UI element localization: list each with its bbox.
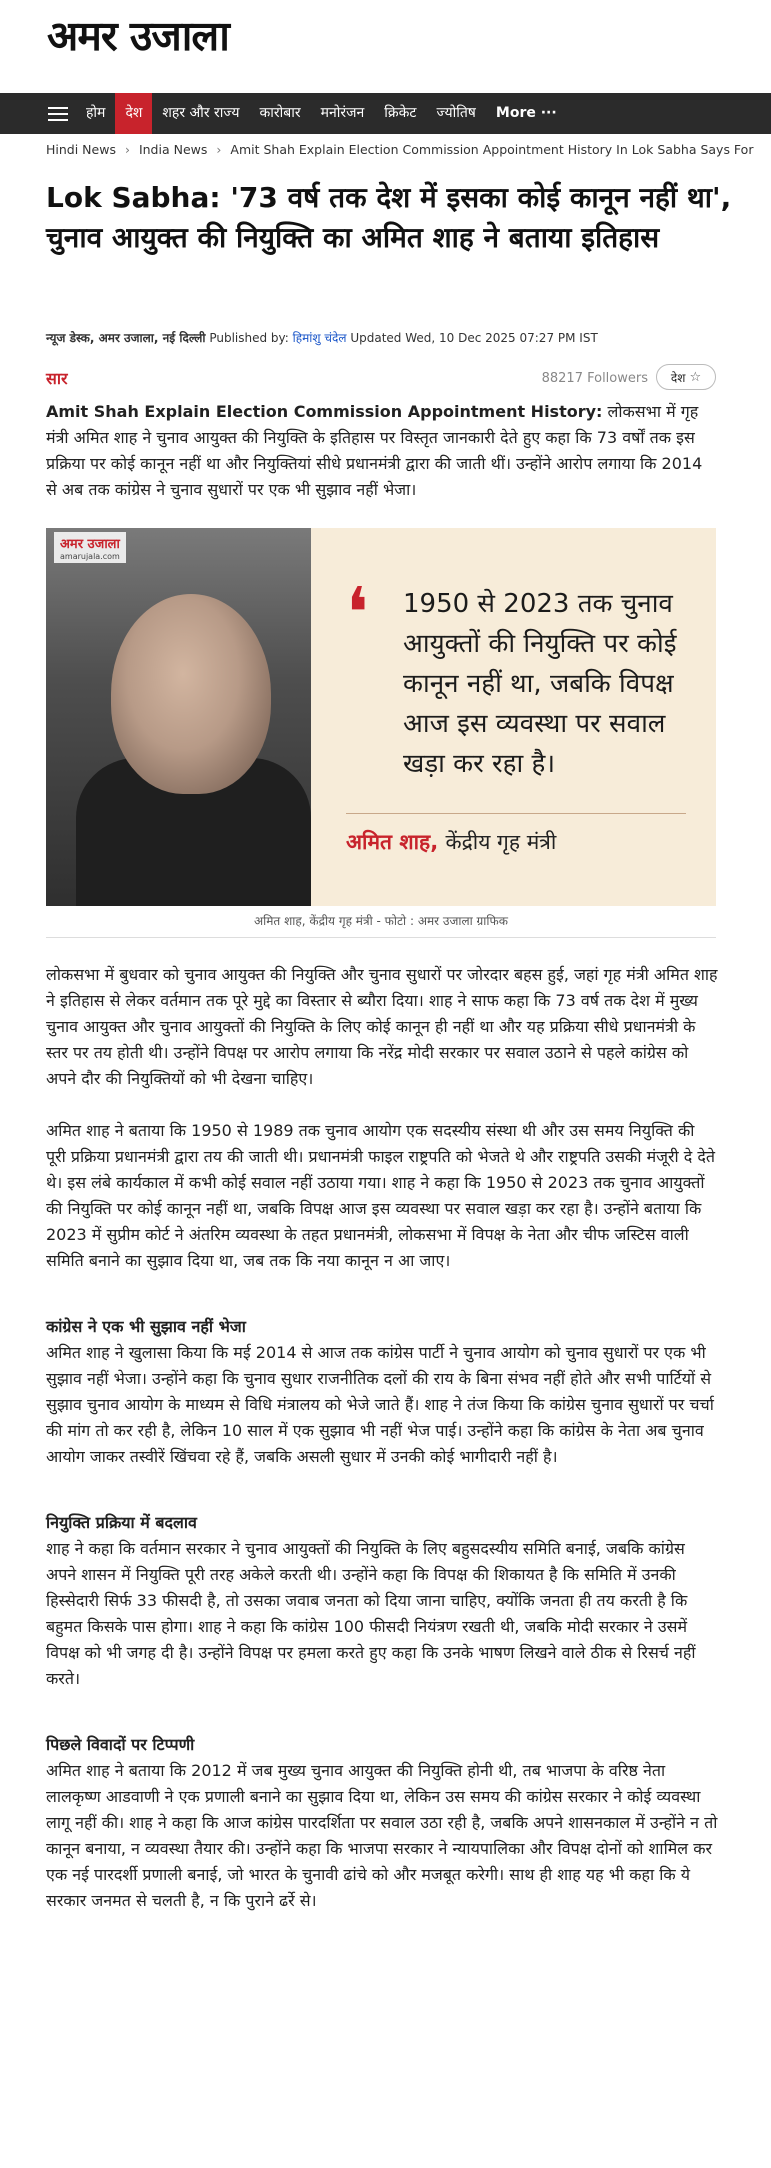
article-paragraph: लोकसभा में बुधवार को चुनाव आयुक्त की नियुक्ति और चुनाव सुधारों पर जोरदार बहस हुई, जहां गृह मंत्री अमित शाह ने इतिहास से लेकर वर्तमान तक पूरे मुद्दे का विस्तार से ब्यौरा दिया। शाह ने साफ कहा कि 73 वर्ष तक देश में मुख्य चुनाव आयुक्त और चुनाव आयुक्तों की नियुक्ति के लिए कोई कानून ही नहीं था और यह प्रक्रिया सीधे प्रधानमंत्री के स्तर पर तय होती थी। उन्होंने विपक्ष पर आरोप लगाया कि नरेंद्र मोदी सरकार पर सवाल उठाने से पहले कांग्रेस को अपने दौर की नियुक्तियों को भी देखना चाहिए।	[46, 965, 718, 1088]
hero-photo	[46, 528, 311, 906]
hero-attribution-role: केंद्रीय गृह मंत्री	[445, 830, 557, 854]
hero-attribution	[346, 828, 556, 856]
nav-item-city-state[interactable]: शहर और राज्य	[162, 105, 240, 121]
summary-header	[46, 364, 716, 392]
section-heading: पिछले विवादों पर टिप्पणी	[46, 1735, 195, 1754]
summary-lead: Amit Shah Explain Election Commission Appointment History:	[46, 402, 603, 421]
image-caption: अमित शाह, केंद्रीय गृह मंत्री - फोटो : अमर उजाला ग्राफिक	[253, 914, 508, 928]
summary-text: लोकसभा में गृह मंत्री अमित शाह ने चुनाव आयुक्त की नियुक्ति के इतिहास पर विस्तृत जानकारी देते हुए कहा कि 73 वर्षों तक इस प्रक्रिया पर कोई कानून नहीं था और नियुक्तियां सीधे प्रधानमंत्री द्वारा की जाती थीं। उन्होंने आरोप लगाया कि 2014 से अब तक कांग्रेस ने चुनाव सुधारों पर एक भी सुझाव नहीं भेजा।	[46, 402, 703, 499]
article-body	[46, 962, 718, 1940]
article-paragraph: शाह ने कहा कि वर्तमान सरकार ने चुनाव आयुक्तों की नियुक्ति के लिए बहुसदस्यीय समिति बनाई, जबकि कांग्रेस अपने शासन में नियुक्ति पूरी तरह अकेले करती थी। उन्होंने कहा कि विपक्ष की शिकायत है कि समिति में उनकी हिस्सेदारी सिर्फ 33 फीसदी है, तो उसका जवाब जनता को दिया जाना चाहिए, क्योंकि जनता ही तय करती है कि बहुमत किसके पास होगा। शाह ने कहा कि कांग्रेस 100 फीसदी नियंत्रण रखती थी, जबकि मोदी सरकार ने उसमें विपक्ष को भी जगह दी है। उन्होंने विपक्ष पर हमला करते हुए कहा कि उनके भाषण लिखने वाले ठीक से रिसर्च नहीं करते।	[46, 1539, 696, 1688]
hero-logo-sub: amarujala.com	[60, 552, 120, 561]
followers-count: 88217 Followers	[541, 371, 648, 386]
nav-item-desh[interactable]: देश	[115, 93, 152, 134]
hero-photo-head	[111, 594, 271, 794]
follow-button-label: देश	[670, 370, 686, 385]
article-paragraph: अमित शाह ने खुलासा किया कि मई 2014 से आज तक कांग्रेस पार्टी ने चुनाव आयोग को चुनाव सुधारों पर एक भी सुझाव नहीं भेजा। उन्होंने कहा कि चुनाव सुधार राजनीतिक दलों की राय के बिना संभव नहीं होते और सभी पार्टियों से सुझाव चुनाव आयोग के माध्यम से विधि मंत्रालय को भेजे जाते हैं। शाह ने तंज किया कि कांग्रेस चुनाव सुधारों पर चर्चा की मांग तो कर रही है, लेकिन 10 साल में एक सुझाव भी नहीं भेज पाई। उन्होंने कहा कि कांग्रेस के नेता अब चुनाव आयोग जाकर तस्वीरें खिंचवा रहे हैं, जबकि असली सुधार में उनकी कोई भागीदारी नहीं है।	[46, 1343, 714, 1466]
quote-icon: ❛	[346, 572, 369, 654]
menu-icon[interactable]	[48, 107, 68, 121]
hero-attribution-name: अमित शाह,	[346, 830, 439, 854]
breadcrumb-india-news[interactable]: India News	[138, 142, 208, 157]
hero-watermark-logo	[54, 532, 126, 563]
hero-quote: 1950 से 2023 तक चुनाव आयुक्तों की नियुक्ति पर कोई कानून नहीं था, जबकि विपक्ष आज इस व्यवस्था पर सवाल खड़ा कर रहा है।	[403, 589, 677, 779]
divider	[346, 813, 686, 814]
breadcrumb	[46, 142, 771, 162]
nav-item-home[interactable]: होम	[86, 105, 106, 121]
nav-item-entertainment[interactable]: मनोरंजन	[320, 105, 365, 121]
site-logo[interactable]: अमर उजाला	[47, 12, 229, 60]
nav-item-astrology[interactable]: ज्योतिष	[436, 105, 476, 121]
breadcrumb-current: Amit Shah Explain Election Commission Appointment History In Lok Sabha Says For	[230, 142, 754, 157]
byline	[46, 329, 746, 346]
follow-button[interactable]	[656, 364, 716, 390]
article-paragraph: अमित शाह ने बताया कि 1950 से 1989 तक चुनाव आयोग एक सदस्यीय संस्था थी और उस समय नियुक्ति की पूरी प्रक्रिया प्रधानमंत्री द्वारा तय की जाती थी। प्रधानमंत्री फाइल राष्ट्रपति को भेजते थे और राष्ट्रपति उसकी मंजूरी दे देते थे। इस लंबे कार्यकाल में कभी कोई सवाल नहीं उठाया गया। शाह ने कहा कि 1950 से 2023 तक चुनाव आयुक्तों की नियुक्ति पर कोई कानून नहीं था, जबकि विपक्ष आज इस व्यवस्था पर सवाल खड़ा कर रहा है। उन्होंने बताया कि 2023 में सुप्रीम कोर्ट ने अंतरिम व्यवस्था के तहत प्रधानमंत्री, लोकसभा में विपक्ष के नेता और चीफ जस्टिस वाली समिति बनाने का सुझाव दिया था, जब तक कि नया कानून न आ जाए।	[46, 1121, 715, 1270]
section-heading: नियुक्ति प्रक्रिया में बदलाव	[46, 1513, 197, 1532]
byline-author-link[interactable]: हिमांशु चंदेल	[292, 331, 347, 345]
nav-item-business[interactable]: कारोबार	[259, 105, 301, 121]
hero-image[interactable]	[46, 528, 716, 906]
divider	[46, 937, 716, 938]
site-header	[0, 0, 771, 93]
article-summary	[46, 399, 718, 503]
byline-published-label: Published by:	[209, 331, 289, 345]
summary-label: सार	[46, 369, 68, 388]
nav-item-more[interactable]: More ···	[495, 105, 557, 121]
main-nav	[0, 93, 771, 134]
article-paragraph: अमित शाह ने बताया कि 2012 में जब मुख्य चुनाव आयुक्त की नियुक्ति होनी थी, तब भाजपा के वरिष्ठ नेता लालकृष्ण आडवाणी ने एक प्रणाली बनाने का सुझाव दिया था, लेकिन उस समय की कांग्रेस सरकार ने कोई व्यवस्था लागू नहीं की। शाह ने कहा कि आज कांग्रेस पारदर्शिता पर सवाल उठा रही है, जबकि अपने शासनकाल में उन्होंने न तो कानून बनाया, न व्यवस्था तैयार की। उन्होंने कहा कि भाजपा सरकार ने न्यायपालिका और विपक्ष दोनों को शामिल कर एक नई पारदर्शी प्रणाली बनाई, जो भारत के चुनावी ढांचे को और मजबूत करेगी। साथ ही शाह यह भी कहा कि ये सरकार जनमत से चलती है, न कि पुराने ढर्रे से।	[46, 1761, 718, 1910]
byline-source: न्यूज डेस्क, अमर उजाला, नई दिल्ली	[46, 331, 206, 345]
star-icon: ☆	[689, 369, 702, 385]
chevron-right-icon: ›	[124, 142, 130, 157]
byline-updated: Updated Wed, 10 Dec 2025 07:27 PM IST	[350, 331, 598, 345]
nav-item-cricket[interactable]: क्रिकेट	[384, 105, 417, 121]
breadcrumb-hindi-news[interactable]: Hindi News	[46, 142, 116, 157]
page-title: Lok Sabha: '73 वर्ष तक देश में इसका कोई कानून नहीं था', चुनाव आयुक्त की नियुक्ति का अमित शाह ने बताया इतिहास	[46, 181, 732, 254]
chevron-right-icon: ›	[216, 142, 222, 157]
section-heading: कांग्रेस ने एक भी सुझाव नहीं भेजा	[46, 1317, 246, 1336]
hero-logo-text: अमर उजाला	[60, 537, 120, 552]
